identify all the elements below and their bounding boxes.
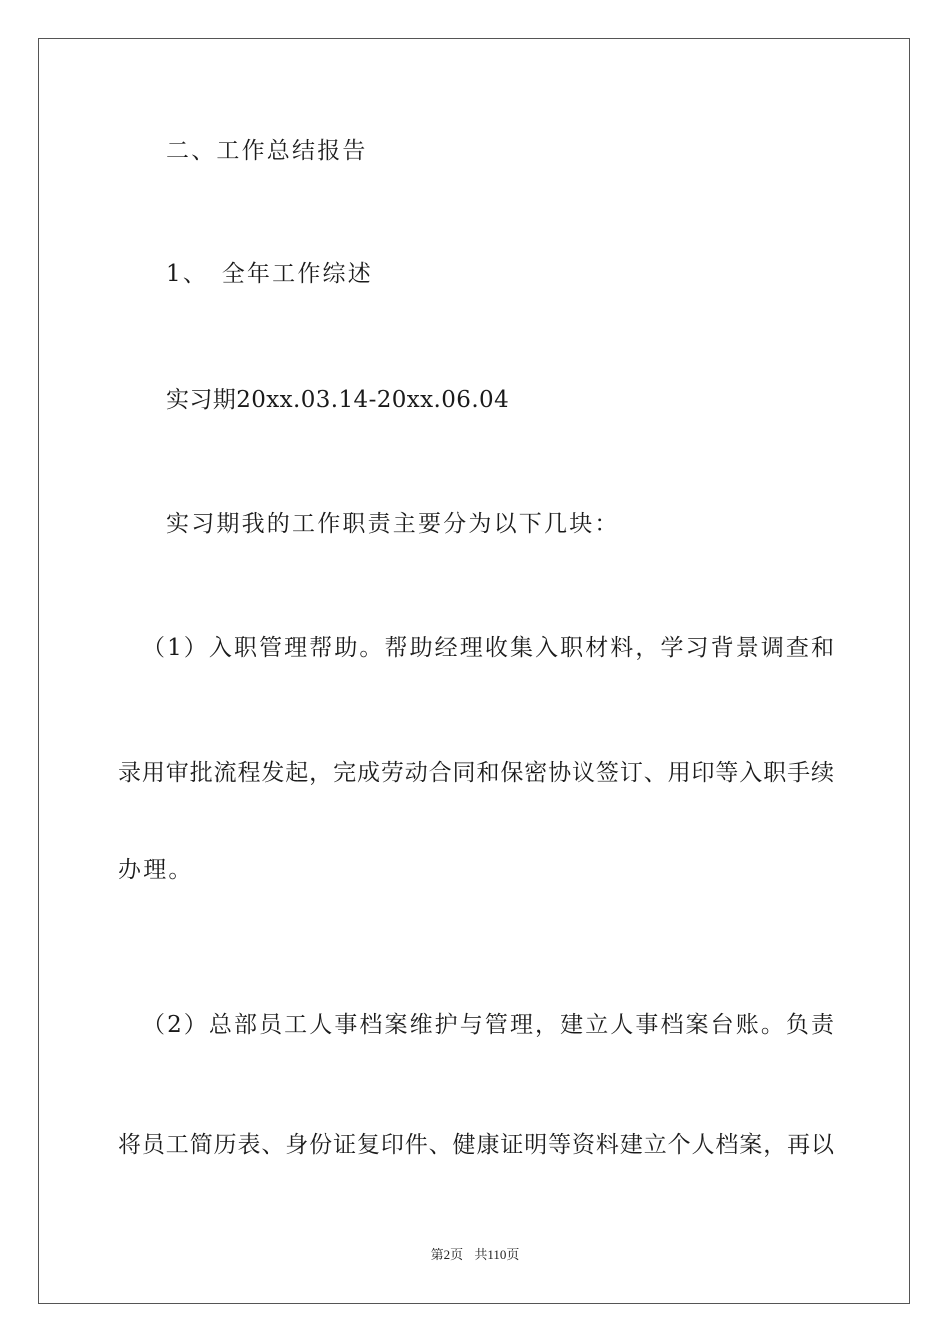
duties-intro: 实习期我的工作职责主要分为以下几块： — [166, 511, 620, 537]
item1-line1: （1）入职管理帮助。帮助经理收集入职材料，学习背景调查和 — [142, 635, 834, 661]
page-border — [38, 38, 910, 1304]
section-heading: 二、工作总结报告 — [166, 138, 368, 164]
item2-line1: （2）总部员工人事档案维护与管理，建立人事档案台账。负责 — [142, 1012, 834, 1038]
page-footer — [0, 1246, 950, 1264]
total-page-count: 共110页 — [474, 1247, 520, 1262]
item2-line2: 将员工简历表、身份证复印件、健康证明等资料建立个人档案，再以 — [118, 1132, 834, 1158]
current-page-number: 第2页 — [430, 1247, 464, 1262]
item1-line3: 办理。 — [118, 857, 194, 883]
internship-period: 实习期20xx.03.14-20xx.06.04 — [166, 387, 510, 413]
item1-line2: 录用审批流程发起，完成劳动合同和保密协议签订、用印等入职手续 — [118, 760, 834, 786]
subsection-heading: 1、 全年工作综述 — [166, 261, 373, 287]
